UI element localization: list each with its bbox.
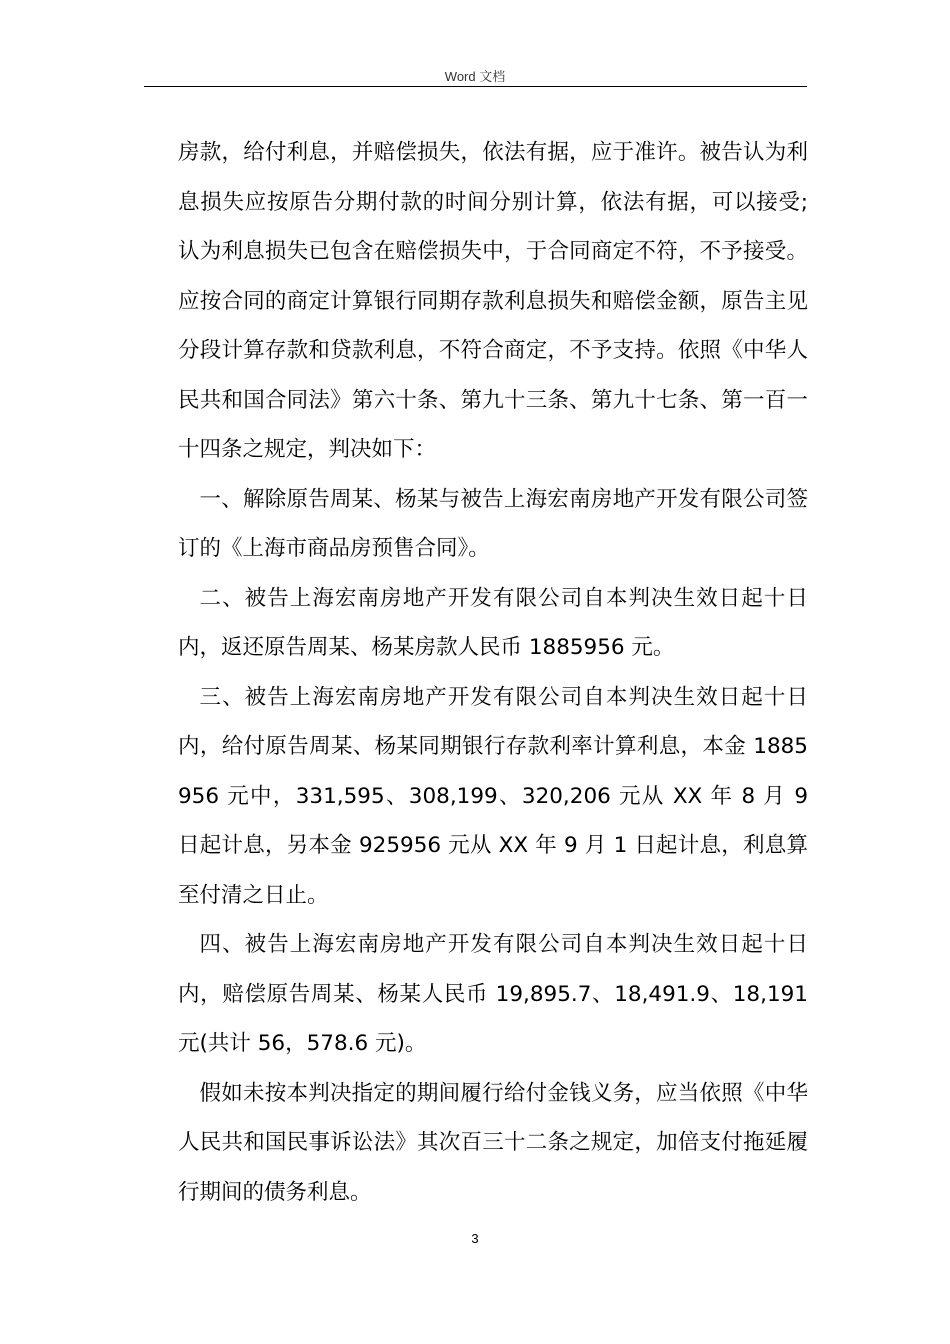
document-body — [178, 128, 808, 1217]
paragraph-ruling-item-2: 二、被告上海宏南房地产开发有限公司自本判决生效日起十日内，返还原告周某、杨某房款人民币 1885956 元。 — [178, 585, 808, 660]
paragraph-judgment-reasoning: 房款，给付利息，并赔偿损失，依法有据，应于准许。被告认为利息损失应按原告分期付款的时间分别计算，依法有据，可以接受;认为利息损失已包含在赔偿损失中，于合同商定不符，不予接受。应按合同的商定计算银行同期存款利息损失和赔偿金额，原告主见分段计算存款和贷款利息，不符合商定，不予支持。依照《中华人民共和国合同法》第六十条、第九十三条、第九十七条、第一百一十四条之规定，判决如下： — [178, 140, 808, 462]
paragraph-enforcement-note: 假如未按本判决指定的期间履行给付金钱义务，应当依照《中华人民共和国民事诉讼法》其次百三十二条之规定，加倍支付拖延履行期间的债务利息。 — [178, 1080, 808, 1205]
header-divider — [144, 86, 807, 87]
page-header: Word 文档 — [444, 69, 506, 84]
page-number: 3 — [471, 1231, 479, 1246]
paragraph-ruling-item-1: 一、解除原告周某、杨某与被告上海宏南房地产开发有限公司签订的《上海市商品房预售合同》。 — [178, 486, 808, 561]
paragraph-ruling-item-4: 四、被告上海宏南房地产开发有限公司自本判决生效日起十日内，赔偿原告周某、杨某人民币 19,895.7、18,491.9、18,191 元(共计 56，578.6 元)。 — [178, 932, 808, 1056]
paragraph-ruling-item-3: 三、被告上海宏南房地产开发有限公司自本判决生效日起十日内，给付原告周某、杨某同期银行存款利率计算利息，本金 1885956 元中，331,595、308,199、320,206 元从 XX 年 8 月 9 日起计息，另本金 925956 元从 XX 年 9 月 1 日起计息，利息算至付清之日止。 — [178, 684, 808, 908]
